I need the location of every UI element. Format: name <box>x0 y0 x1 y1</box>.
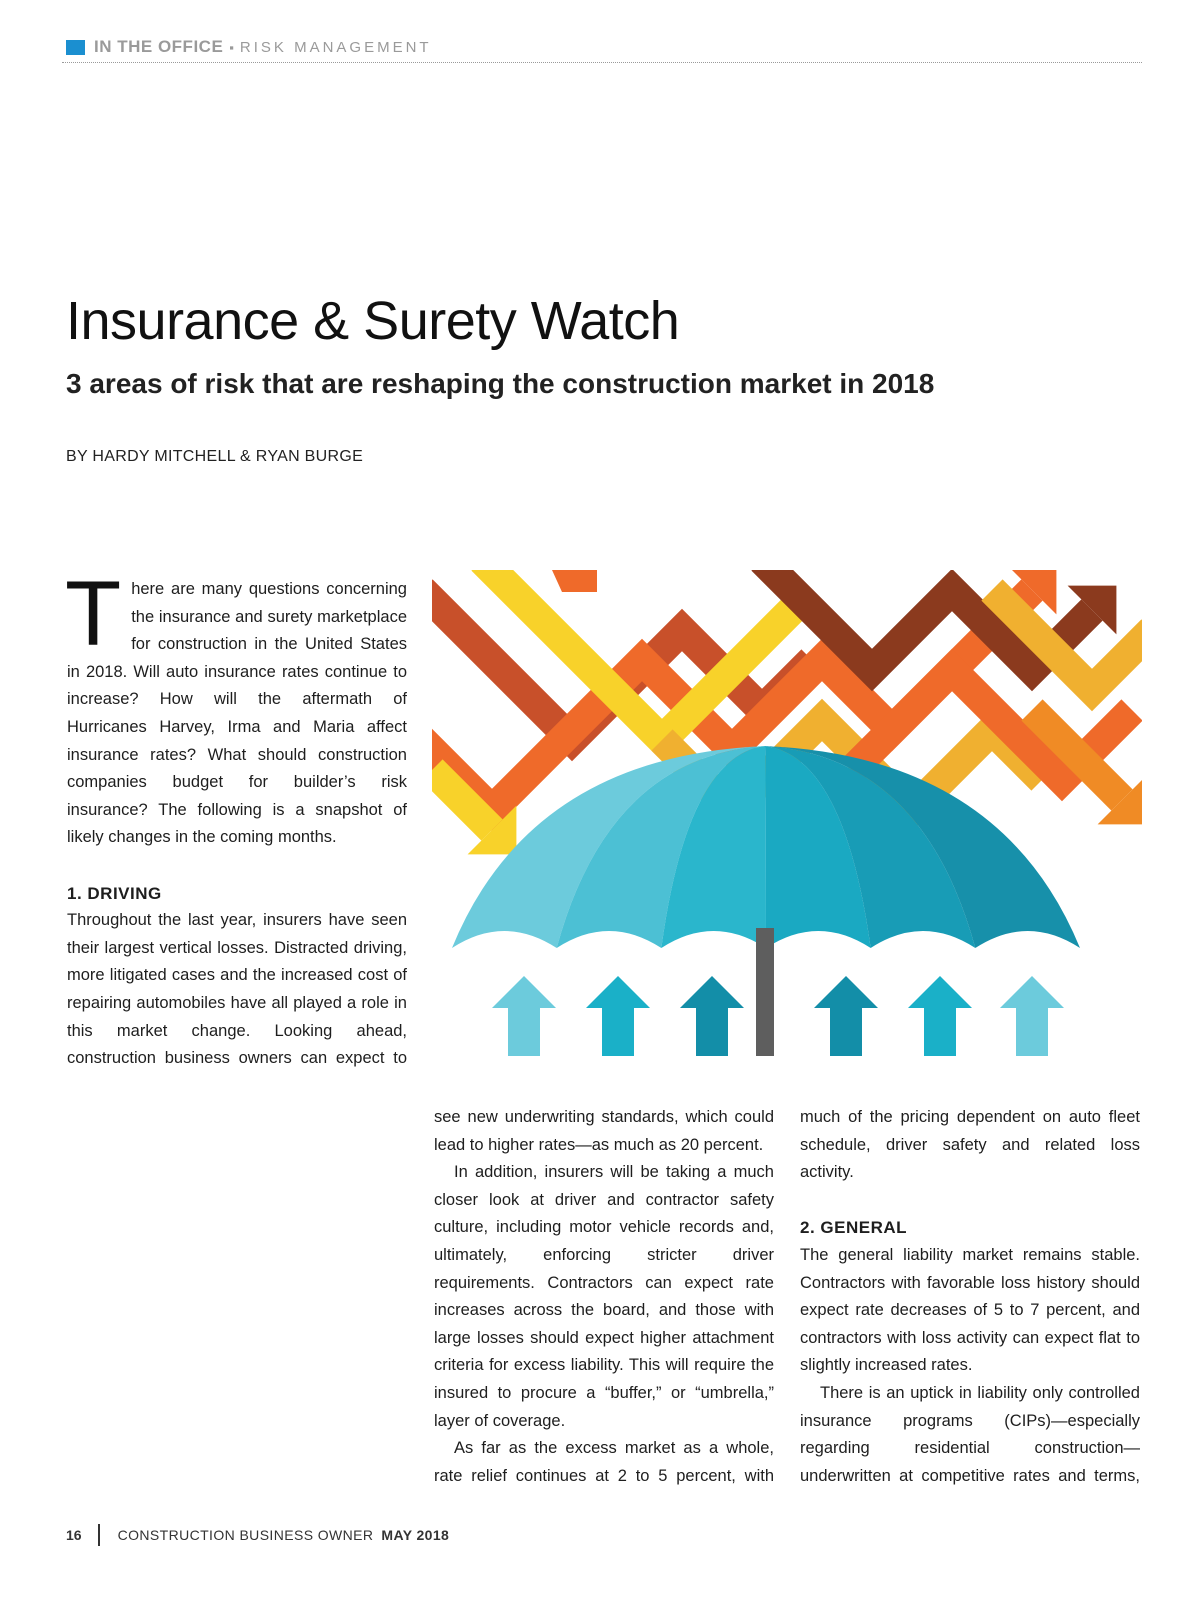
page-number: 16 <box>66 1527 82 1543</box>
issue-date: MAY 2018 <box>381 1527 450 1543</box>
driving-paragraph-1: Throughout the last year, insurers have seen their largest vertical losses. Distracted driving, more litigated cases and the increased cost of repairing automobiles have all played a role in this market change. Looking ahead, construction business owners can expect to <box>67 911 407 1068</box>
subsection-label: RISK MANAGEMENT <box>239 38 432 56</box>
text-column-3 <box>800 1104 1140 1489</box>
intro-text: here are many questions concerning the insurance and surety marketplace for construction in the United States in 2018. Will auto insurance rates continue to increase? How will the aftermath of Hurricanes Harvey, Irma and Maria affect insurance rates? What should construction companies budget for builder’s risk insurance? The following is a snapshot of likely changes in the coming months. <box>67 580 407 847</box>
up-arrow-icon <box>814 976 878 1056</box>
up-arrow-icon <box>908 976 972 1056</box>
driving-paragraph-1-continued: see new underwriting standards, which could lead to higher rates—as much as 20 percent. <box>434 1108 774 1154</box>
section-color-marker <box>66 40 85 55</box>
general-paragraph-2: There is an uptick in liability only controlled insurance programs (CIPs)—especially regarding residential construction—underwritten at competitive rates and terms, <box>800 1383 1140 1485</box>
header-divider <box>62 62 1142 63</box>
section-heading-general: 2. GENERAL <box>800 1218 908 1238</box>
section-heading-driving: 1. DRIVING <box>67 883 162 903</box>
article-subtitle: 3 areas of risk that are reshaping the construction market in 2018 <box>66 368 935 399</box>
article-byline: BY HARDY MITCHELL & RYAN BURGE <box>66 448 364 465</box>
section-label: IN THE OFFICE <box>94 37 224 56</box>
article-title: Insurance & Surety Watch <box>66 291 680 351</box>
intro-paragraph <box>65 563 407 852</box>
text-column-2 <box>434 1104 774 1489</box>
zigzag-arrow-yellow-left <box>432 770 492 830</box>
up-arrow-icon <box>680 976 744 1056</box>
driving-paragraph-3-continued: much of the pricing dependent on auto fleet schedule, driver safety and related loss activity. <box>800 1108 1140 1182</box>
text-column-1 <box>65 563 407 1072</box>
section-header <box>66 36 432 58</box>
footer-divider <box>98 1524 100 1546</box>
up-arrow-icon <box>586 976 650 1056</box>
publication-name: CONSTRUCTION BUSINESS OWNER <box>117 1527 374 1543</box>
spacer <box>67 852 407 880</box>
spacer <box>800 1187 1140 1215</box>
drop-cap: T <box>65 563 122 665</box>
umbrella-illustration <box>432 570 1142 1082</box>
driving-paragraph-2: In addition, insurers will be taking a much closer look at driver and contractor safety culture, including motor vehicle records and, ultimately, enforcing stricter driver requirements. Contractors can expect rate increases across the board, and those with large losses should expect higher attachment criteria for excess liability. This will require the insured to procure a “buffer,” or “umbrella,” layer of coverage. <box>434 1163 774 1430</box>
umbrella-handle <box>756 928 774 1056</box>
up-arrow-icon <box>492 976 556 1056</box>
driving-paragraph-3: As far as the excess market as a whole, rate relief continues at 2 to 5 percent, with <box>434 1439 774 1485</box>
small-arrow-tip <box>552 570 597 592</box>
page-footer <box>66 1524 449 1546</box>
up-arrow-icon <box>1000 976 1064 1056</box>
general-paragraph-1: The general liability market remains stable. Contractors with favorable loss history should expect rate decreases of 5 to 7 percent, and contractors with loss activity can expect flat to slightly increased rates. <box>800 1245 1140 1375</box>
section-separator: ▪ <box>229 39 234 55</box>
